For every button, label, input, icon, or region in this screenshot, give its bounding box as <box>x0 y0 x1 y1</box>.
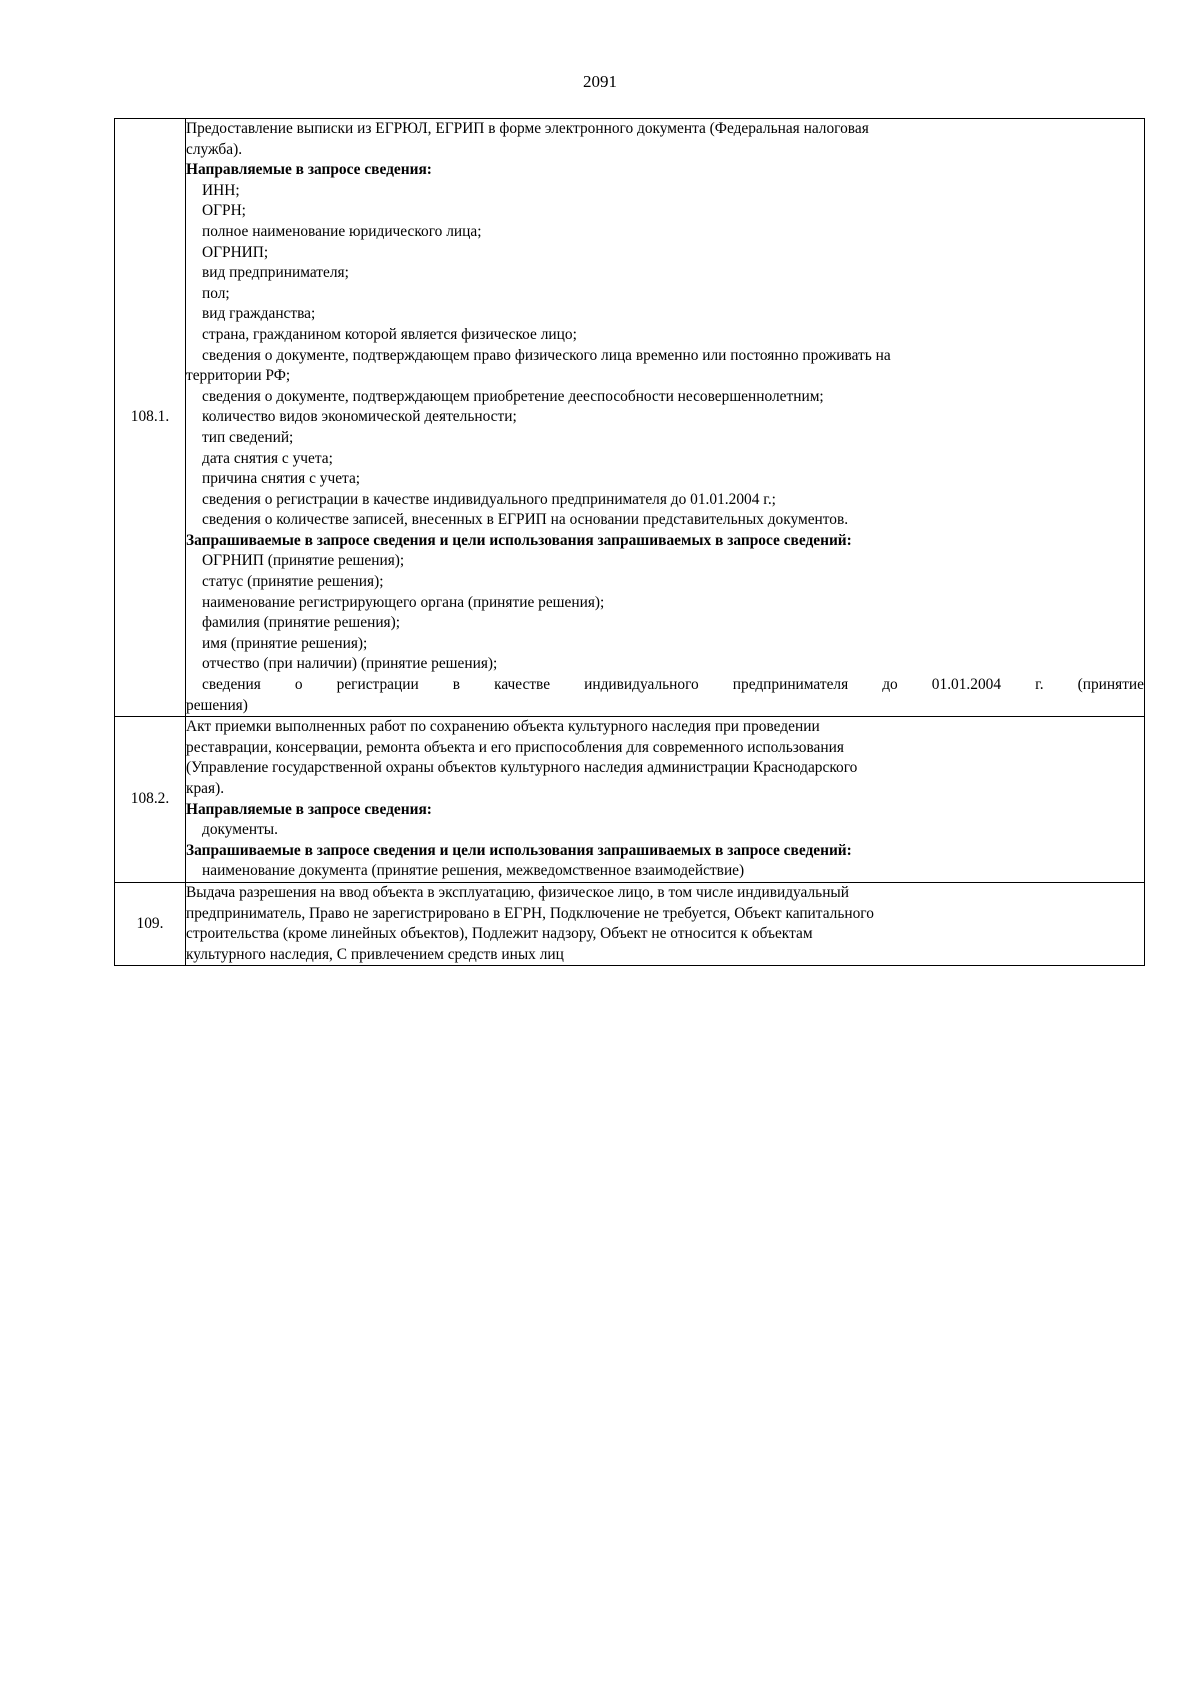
service-title-line: (Управление государственной охраны объектов культурного наследия администрации Краснодарского <box>186 759 858 777</box>
table-row <box>115 119 1145 717</box>
requested-info-item: отчество (при наличии) (принятие решения); <box>202 655 498 673</box>
sent-info-item: страна, гражданином которой является физическое лицо; <box>202 325 577 343</box>
service-title-line: Акт приемки выполненных работ по сохранению объекта культурного наследия при проведении <box>186 718 820 736</box>
requested-info-heading: Запрашиваемые в запросе сведения и цели использования запрашиваемых в запросе сведений: <box>186 841 852 859</box>
table-row <box>115 882 1145 965</box>
row-number: 108.2. <box>115 717 186 883</box>
requested-info-item: наименование документа (принятие решения, межведомственное взаимодействие) <box>202 862 745 880</box>
requested-info-item: наименование регистрирующего органа (принятие решения); <box>202 593 605 611</box>
sent-info-item: тип сведений; <box>202 428 294 446</box>
requested-info-item: статус (принятие решения); <box>202 573 384 591</box>
requested-info-item: фамилия (принятие решения); <box>202 614 401 632</box>
sent-info-item: пол; <box>202 284 230 302</box>
sent-info-item: ОГРН; <box>202 202 246 220</box>
sent-info-item: сведения о регистрации в качестве индивидуального предпринимателя до 01.01.2004 г.; <box>202 490 776 508</box>
service-title-line: Выдача разрешения на ввод объекта в эксплуатацию, физическое лицо, в том числе индивидуальный <box>186 883 850 901</box>
service-title-line: строительства (кроме линейных объектов), Подлежит надзору, Объект не относится к объектам <box>186 925 813 943</box>
table-row <box>115 717 1145 883</box>
row-content <box>186 119 1145 717</box>
service-title-line: реставрации, консервации, ремонта объекта и его приспособления для современного использования <box>186 738 844 756</box>
row-number: 108.1. <box>115 119 186 717</box>
requested-info-item-continuation: решения) <box>186 696 248 714</box>
requested-info-item: сведения о регистрации в качестве индивидуального предпринимателя до 01.01.2004 г. (принятие <box>202 676 1144 694</box>
sent-info-item: сведения о документе, подтверждающем приобретение дееспособности несовершеннолетним; <box>202 387 824 405</box>
requested-info-heading: Запрашиваемые в запросе сведения и цели использования запрашиваемых в запросе сведений: <box>186 531 852 549</box>
requested-info-item: имя (принятие решения); <box>202 634 368 652</box>
sent-info-item: вид гражданства; <box>202 305 316 323</box>
sent-info-item: ОГРНИП; <box>202 243 269 261</box>
sent-info-item: вид предпринимателя; <box>202 264 349 282</box>
sent-info-item: причина снятия с учета; <box>202 470 361 488</box>
row-content <box>186 882 1145 965</box>
sent-info-heading: Направляемые в запросе сведения: <box>186 800 432 818</box>
sent-info-item: сведения о документе, подтверждающем право физического лица временно или постоянно проживать на <box>202 346 891 364</box>
row-content <box>186 717 1145 883</box>
service-title-line: культурного наследия, С привлечением средств иных лиц <box>186 945 564 963</box>
sent-info-item: дата снятия с учета; <box>202 449 333 467</box>
sent-info-item: полное наименование юридического лица; <box>202 222 482 240</box>
service-title-line: служба). <box>186 140 243 158</box>
sent-info-item: документы. <box>202 821 278 839</box>
service-title-line: предприниматель, Право не зарегистрировано в ЕГРН, Подключение не требуется, Объект капитального <box>186 904 874 922</box>
services-table <box>114 118 1145 966</box>
sent-info-item: ИНН; <box>202 181 240 199</box>
service-title-line: края). <box>186 780 225 797</box>
row-number: 109. <box>115 882 186 965</box>
sent-info-item: сведения о количестве записей, внесенных в ЕГРИП на основании представительных документов. <box>202 511 849 529</box>
service-title-line: Предоставление выписки из ЕГРЮЛ, ЕГРИП в форме электронного документа (Федеральная налоговая <box>186 120 869 137</box>
requested-info-item: ОГРНИП (принятие решения); <box>202 552 405 570</box>
sent-info-item: количество видов экономической деятельности; <box>202 408 517 426</box>
page-number: 2091 <box>583 72 617 91</box>
sent-info-item-continuation: территории РФ; <box>186 367 291 385</box>
sent-info-heading: Направляемые в запросе сведения: <box>186 161 432 179</box>
